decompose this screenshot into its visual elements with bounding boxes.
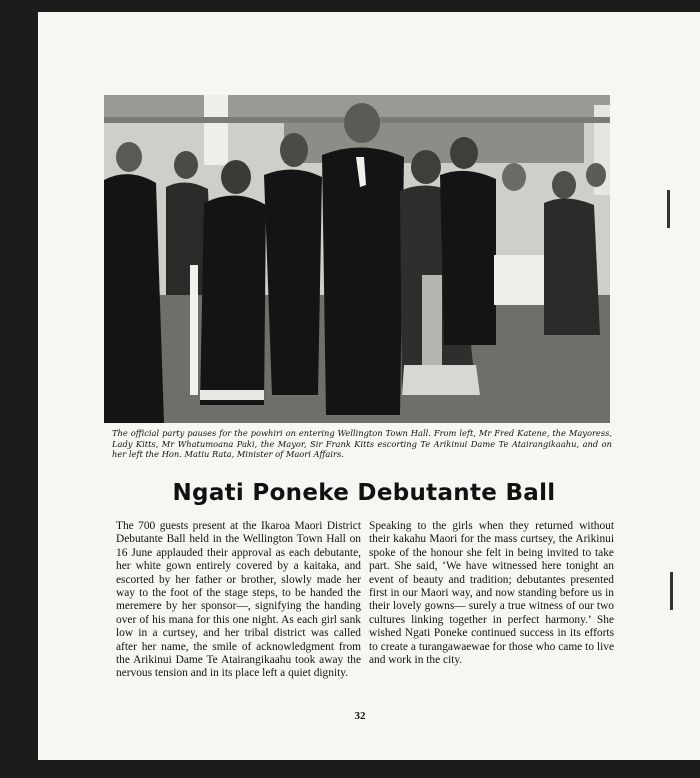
binding-mark [670,572,673,610]
photo-caption: The official party pauses for the powhiri on entering Wellington Town Hall. From left, Mr Fred Katene, the Mayoress, Lady Kitts, Mr Whatumoana Paki, the Mayor, Sir Frank Kitts escorting Te Arikinui Dame Te Atairangikaahu, and on her left the Hon. Matiu Rata, Minister of Maori Affairs. [112,428,612,459]
binding-mark [667,190,670,228]
photo-illustration [104,95,610,423]
article-title: Ngati Poneke Debutante Ball [172,480,556,506]
page-number: 32 [354,710,366,722]
event-photograph [104,95,610,423]
article-column-right: Speaking to the girls when they returned without their kakahu Maori for the mass curtsey, the Arikinui spoke of the honour she felt in being invited to take part. She said, ‘We have witnessed here tonight an event of beauty and tradition; debutantes presented first in our Maori way, and now standing before us in their lovely gowns— surely a true witness of our two cultures linking together in perfect harmony.’ She wished Ngati Poneke continued success in its efforts to create a turangawaewae for those who came to live and work in the city. [369,520,614,667]
article-column-left: The 700 guests present at the Ikaroa Maori District Debutante Ball held in the Wellington Town Hall on 16 June applauded their approval as each debutante, her white gown entirely covered by a kaitaka, and escorted by her father or brother, slowly made her way to the foot of the stage steps, to be handed the meremere by her sponsor—, signifying the handing over of his mana for this one night. As each girl sank low in a curtsey, and her tribal district was called after her name, the smile of acknowledgment from the Arikinui Dame Te Atairangikaahu took away the nervous tension and in its place left a quiet dignity. [116,520,361,680]
